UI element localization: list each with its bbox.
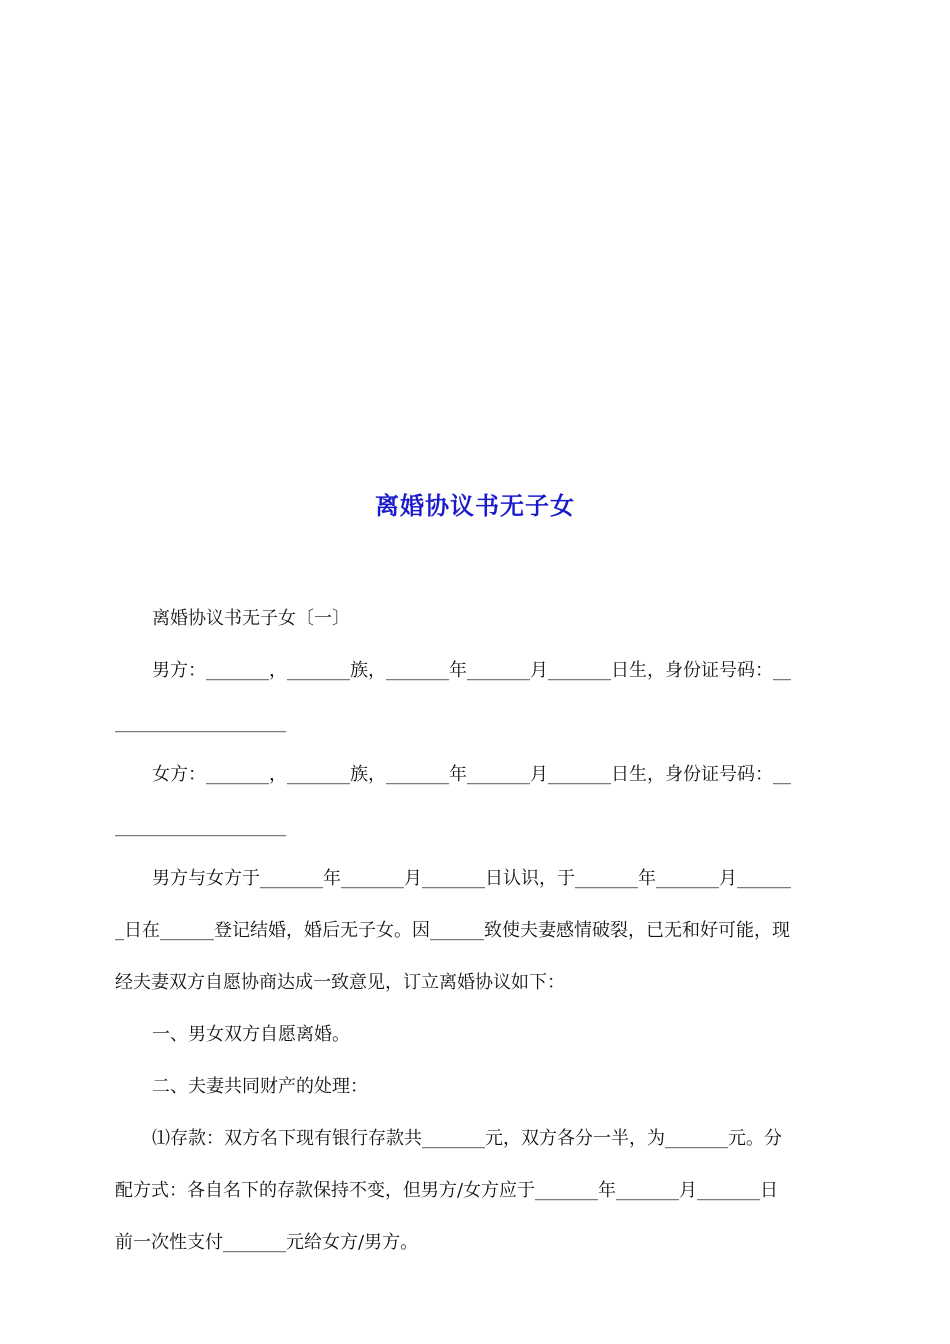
clause-2-1-paragraph — [115, 1113, 837, 1269]
male-party-paragraph — [115, 645, 837, 749]
clause-2: 二、夫妻共同财产的处理： — [152, 1076, 368, 1097]
clause-2-1-line-3: 前一次性支付_______元给女方/男方。 — [115, 1232, 419, 1253]
male-party-line-1: 男方：_______，_______族，_______年_______月_______日生，身份证号码：__ — [152, 660, 791, 681]
intro-paragraph — [115, 853, 837, 1009]
section-heading: 离婚协议书无子女〔一〕 — [152, 608, 350, 629]
intro-line-3: 经夫妻双方自愿协商达成一致意见，订立离婚协议如下： — [115, 972, 565, 993]
male-party-line-2: ___________________ — [115, 712, 286, 733]
female-party-line-2: ___________________ — [115, 816, 286, 837]
female-party-paragraph — [115, 749, 837, 853]
intro-line-2: _日在______登记结婚，婚后无子女。因______致使夫妻感情破裂，已无和好可能，现 — [115, 920, 790, 941]
document-title: 离婚协议书无子女 — [375, 491, 575, 520]
intro-line-1: 男方与女方于_______年_______月_______日认识，于_______年_______月______ — [152, 868, 791, 889]
female-party-line-1: 女方：_______，_______族，_______年_______月_______日生，身份证号码：__ — [152, 764, 791, 785]
clause-1: 一、男女双方自愿离婚。 — [152, 1024, 350, 1045]
document-body — [115, 593, 837, 1269]
clause-2-1-line-2: 配方式：各自名下的存款保持不变，但男方/女方应于_______年_______月_______日 — [115, 1180, 779, 1201]
clause-2-1-line-1: ⑴存款：双方名下现有银行存款共_______元，双方各分一半，为_______元。分 — [152, 1128, 782, 1149]
